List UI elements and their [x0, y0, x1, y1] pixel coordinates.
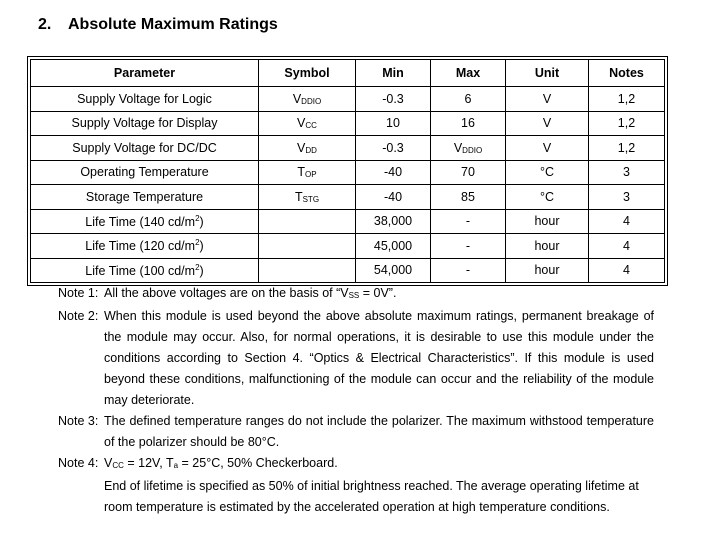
note-label: Note 3: [58, 414, 99, 428]
header-max: Max [431, 60, 506, 87]
note-body [104, 306, 654, 411]
cell-parameter: Storage Temperature [31, 185, 259, 210]
cell-symbol [259, 111, 356, 136]
subscript: a [173, 461, 179, 470]
condition-text: = 12V, T [123, 456, 174, 470]
cell-symbol [259, 185, 356, 210]
note-body [104, 453, 654, 518]
max-main: 70 [461, 165, 475, 180]
symbol-subscript: DD [305, 145, 317, 155]
max-main: V [453, 140, 463, 155]
cell-unit: hour [506, 258, 589, 283]
note-label: Note 1: [58, 286, 99, 300]
symbol-subscript: DDIO [301, 96, 322, 106]
life-label: Life Time (100 cd/m [85, 263, 196, 278]
cell-max: - [431, 209, 506, 234]
cell-parameter: Supply Voltage for DC/DC [31, 136, 259, 161]
vcc-symbol: V [104, 456, 113, 470]
cell-symbol [259, 87, 356, 112]
table-row [31, 258, 665, 283]
cell-unit: hour [506, 234, 589, 259]
note-text: End of lifetime is specified as 50% of initial brightness reached. The average operating lifetime at room temperature is estimated by the accelerated operation at high temperature conditions. [104, 479, 639, 514]
cell-symbol [259, 258, 356, 283]
symbol-subscript: CC [305, 121, 317, 131]
note-2 [58, 306, 654, 411]
table-row [31, 160, 665, 185]
notes-section [58, 283, 654, 518]
table-row [31, 185, 665, 210]
cell-unit: V [506, 111, 589, 136]
cell-min: -40 [356, 185, 431, 210]
section-title: Absolute Maximum Ratings [68, 16, 278, 33]
life-label-close: ) [199, 239, 204, 254]
symbol-main: V [297, 140, 306, 155]
note-1 [58, 283, 654, 306]
table-row [31, 136, 665, 161]
symbol-main: V [292, 91, 302, 106]
note-4 [58, 453, 654, 518]
subscript: SS [348, 291, 360, 300]
cell-max [431, 160, 506, 185]
cell-parameter [31, 234, 259, 259]
max-main: 6 [464, 91, 472, 106]
table-row [31, 209, 665, 234]
header-notes: Notes [589, 60, 665, 87]
cell-notes: 3 [589, 185, 665, 210]
cell-unit: V [506, 136, 589, 161]
symbol-main: V [297, 116, 306, 131]
cell-symbol [259, 160, 356, 185]
section-heading [38, 16, 278, 34]
cell-min: 38,000 [356, 209, 431, 234]
cell-unit: V [506, 87, 589, 112]
cell-parameter [31, 209, 259, 234]
cell-parameter: Supply Voltage for Logic [31, 87, 259, 112]
life-label-close: ) [199, 263, 204, 278]
superscript: 2 [195, 262, 200, 272]
section-number: 2. [38, 16, 52, 33]
condition-text-end: = 25°C, 50% Checkerboard. [178, 456, 338, 470]
cell-min: -0.3 [356, 87, 431, 112]
life-label-close: ) [199, 214, 204, 229]
table-row [31, 87, 665, 112]
subscript: CC [112, 461, 124, 470]
note-label: Note 4: [58, 456, 99, 470]
cell-max: - [431, 258, 506, 283]
table-row [31, 111, 665, 136]
note-text-end: = 0V”. [359, 286, 397, 300]
cell-max [431, 185, 506, 210]
cell-max [431, 136, 506, 161]
ratings-table [30, 59, 665, 283]
note-body [104, 283, 654, 306]
cell-max [431, 111, 506, 136]
max-subscript: DDIO [462, 145, 483, 155]
cell-notes: 3 [589, 160, 665, 185]
symbol-subscript: OP [305, 170, 317, 180]
note-text: The defined temperature ranges do not include the polarizer. The maximum withstood temperature of the polarizer should be 80°C. [104, 414, 654, 449]
cell-notes: 4 [589, 258, 665, 283]
header-min: Min [356, 60, 431, 87]
note-body [104, 411, 654, 453]
table-header-row [31, 60, 665, 87]
cell-notes: 4 [589, 234, 665, 259]
header-symbol: Symbol [259, 60, 356, 87]
cell-unit: °C [506, 185, 589, 210]
cell-min: 45,000 [356, 234, 431, 259]
cell-symbol [259, 209, 356, 234]
cell-parameter: Supply Voltage for Display [31, 111, 259, 136]
cell-min: -0.3 [356, 136, 431, 161]
cell-max [431, 87, 506, 112]
cell-notes: 4 [589, 209, 665, 234]
cell-min: 10 [356, 111, 431, 136]
cell-notes: 1,2 [589, 87, 665, 112]
header-unit: Unit [506, 60, 589, 87]
symbol-main: T [297, 165, 306, 180]
ratings-table-frame [27, 56, 668, 286]
note-conditions [104, 453, 654, 476]
cell-max: - [431, 234, 506, 259]
superscript: 2 [195, 213, 200, 223]
note-text: All the above voltages are on the basis of “V [104, 286, 349, 300]
note-text: When this module is used beyond the above absolute maximum ratings, permanent breakage of the module may occur. Also, for normal operations, it is desirable to use this module under the conditions according to Section 4. “Optics & Electrical Characteristics”. If this module is used beyond these conditions, malfunctioning of the module can occur and the reliability of the module may deteriorate. [104, 309, 654, 407]
superscript: 2 [195, 238, 200, 248]
cell-min: 54,000 [356, 258, 431, 283]
cell-parameter [31, 258, 259, 283]
cell-min: -40 [356, 160, 431, 185]
cell-notes: 1,2 [589, 136, 665, 161]
note-3 [58, 411, 654, 453]
symbol-subscript: STG [302, 194, 320, 204]
note-label: Note 2: [58, 309, 99, 323]
header-parameter: Parameter [31, 60, 259, 87]
life-label: Life Time (140 cd/m [85, 214, 196, 229]
max-main: 16 [461, 116, 475, 131]
cell-symbol [259, 234, 356, 259]
table-row [31, 234, 665, 259]
cell-unit: hour [506, 209, 589, 234]
cell-notes: 1,2 [589, 111, 665, 136]
symbol-main: T [294, 189, 303, 204]
cell-parameter: Operating Temperature [31, 160, 259, 185]
max-main: 85 [461, 189, 475, 204]
life-label: Life Time (120 cd/m [85, 239, 196, 254]
cell-symbol [259, 136, 356, 161]
cell-unit: °C [506, 160, 589, 185]
